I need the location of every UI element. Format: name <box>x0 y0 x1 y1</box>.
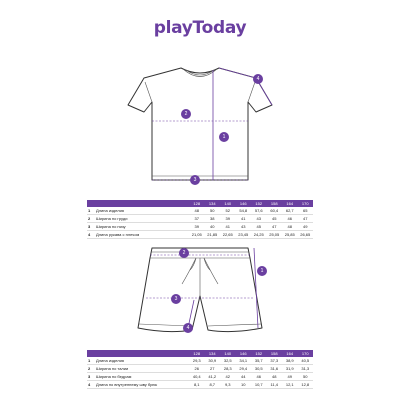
cell: 31,9 <box>282 365 298 373</box>
cell: 10,7 <box>251 381 267 389</box>
row-number: 1 <box>87 357 95 365</box>
row-label: Длина рукава с плечом <box>95 231 189 239</box>
cell: 39 <box>220 215 236 223</box>
size-header: 170 <box>298 200 314 207</box>
table-row <box>87 365 313 373</box>
cell: 49 <box>298 223 314 231</box>
tshirt-size-table <box>87 200 313 239</box>
row-label: Ширина по низу <box>95 223 189 231</box>
cell: 49 <box>282 373 298 381</box>
row-label: Длина изделия <box>95 207 189 215</box>
cell: 32,5 <box>220 357 236 365</box>
cell: 40 <box>205 223 221 231</box>
cell: 46 <box>282 215 298 223</box>
cell: 46 <box>251 373 267 381</box>
cell: 23,45 <box>236 231 252 239</box>
row-number: 2 <box>87 365 95 373</box>
cell: 22,65 <box>220 231 236 239</box>
tshirt-marker-2 <box>181 109 191 119</box>
row-number: 4 <box>87 381 95 389</box>
cell: 11,4 <box>267 381 283 389</box>
cell: 40,5 <box>298 357 314 365</box>
row-label: Ширина по груди <box>95 215 189 223</box>
size-header: 152 <box>251 350 267 357</box>
cell: 26,65 <box>298 231 314 239</box>
size-header: 170 <box>298 350 314 357</box>
row-label: Ширина по бедрам <box>95 373 189 381</box>
cell: 8,1 <box>189 381 205 389</box>
cell: 37 <box>189 215 205 223</box>
row-number: 1 <box>87 207 95 215</box>
cell: 21,85 <box>205 231 221 239</box>
cell: 50 <box>298 373 314 381</box>
cell: 39 <box>189 223 205 231</box>
tshirt-marker-1 <box>219 132 229 142</box>
table-row <box>87 207 313 215</box>
size-header: 158 <box>267 200 283 207</box>
row-label: Длина изделия <box>95 357 189 365</box>
cell: 40,4 <box>189 373 205 381</box>
table-header-row <box>87 200 313 207</box>
tshirt-marker-4 <box>253 74 263 84</box>
cell: 37,3 <box>267 357 283 365</box>
cell: 50 <box>205 207 221 215</box>
svg-text:4: 4 <box>186 325 190 331</box>
cell: 38 <box>205 215 221 223</box>
cell: 12,8 <box>298 381 314 389</box>
size-header: 164 <box>282 350 298 357</box>
svg-text:4: 4 <box>256 76 260 82</box>
cell: 47 <box>298 215 314 223</box>
shorts-marker-1 <box>257 266 267 276</box>
cell: 8,7 <box>205 381 221 389</box>
size-header: 140 <box>220 200 236 207</box>
size-header: 128 <box>189 200 205 207</box>
table-row <box>87 381 313 389</box>
size-header: 146 <box>236 200 252 207</box>
size-header: 140 <box>220 350 236 357</box>
tshirt-outline <box>128 68 272 180</box>
shorts-marker-2 <box>179 248 189 258</box>
cell: 42 <box>220 373 236 381</box>
table-row <box>87 373 313 381</box>
cell: 41 <box>220 223 236 231</box>
size-header: 164 <box>282 200 298 207</box>
size-header: 152 <box>251 200 267 207</box>
cell: 30,5 <box>251 365 267 373</box>
cell: 28,3 <box>220 365 236 373</box>
svg-text:1: 1 <box>260 268 264 274</box>
tshirt-drawing <box>0 50 400 190</box>
cell: 31,3 <box>298 365 314 373</box>
cell: 29,4 <box>236 365 252 373</box>
row-label: Ширина по талии <box>95 365 189 373</box>
cell: 41,2 <box>205 373 221 381</box>
cell: 41 <box>236 215 252 223</box>
cell: 48 <box>267 373 283 381</box>
cell: 48 <box>189 207 205 215</box>
cell: 62,7 <box>282 207 298 215</box>
cell: 27 <box>205 365 221 373</box>
size-header: 134 <box>205 200 221 207</box>
table-row <box>87 231 313 239</box>
row-label: Длина по внутреннему шву брюк <box>95 381 189 389</box>
shorts-drawing <box>0 240 400 340</box>
svg-text:2: 2 <box>184 111 188 117</box>
row-number: 4 <box>87 231 95 239</box>
table-row <box>87 357 313 365</box>
cell: 44 <box>236 373 252 381</box>
table-row <box>87 223 313 231</box>
cell: 30,9 <box>205 357 221 365</box>
row-number: 2 <box>87 215 95 223</box>
tshirt-marker-3 <box>190 175 200 185</box>
table-header-row <box>87 350 313 357</box>
cell: 25,85 <box>282 231 298 239</box>
svg-text:2: 2 <box>182 250 186 256</box>
table-row <box>87 215 313 223</box>
cell: 38,9 <box>282 357 298 365</box>
svg-text:3: 3 <box>193 177 197 183</box>
cell: 35,7 <box>251 357 267 365</box>
cell: 24,25 <box>251 231 267 239</box>
size-header: 146 <box>236 350 252 357</box>
cell: 60,4 <box>267 207 283 215</box>
cell: 65 <box>298 207 314 215</box>
cell: 34,1 <box>236 357 252 365</box>
cell: 21,05 <box>189 231 205 239</box>
cell: 52 <box>220 207 236 215</box>
cell: 54,8 <box>236 207 252 215</box>
cell: 25,05 <box>267 231 283 239</box>
cell: 48 <box>282 223 298 231</box>
cell: 45 <box>251 223 267 231</box>
cell: 12,1 <box>282 381 298 389</box>
cell: 29,3 <box>189 357 205 365</box>
cell: 43 <box>251 215 267 223</box>
cell: 9,3 <box>220 381 236 389</box>
shorts-marker-3 <box>171 294 181 304</box>
brand-logo: playToday <box>153 18 247 38</box>
cell: 26 <box>189 365 205 373</box>
shorts-marker-4 <box>183 323 193 333</box>
cell: 43 <box>236 223 252 231</box>
row-number: 3 <box>87 223 95 231</box>
cell: 57,6 <box>251 207 267 215</box>
cell: 45 <box>267 215 283 223</box>
cell: 10 <box>236 381 252 389</box>
row-number: 3 <box>87 373 95 381</box>
svg-text:3: 3 <box>174 296 178 302</box>
size-header: 134 <box>205 350 221 357</box>
svg-text:1: 1 <box>222 134 226 140</box>
size-header: 128 <box>189 350 205 357</box>
cell: 31,6 <box>267 365 283 373</box>
size-header: 158 <box>267 350 283 357</box>
shorts-size-table <box>87 350 313 389</box>
cell: 47 <box>267 223 283 231</box>
